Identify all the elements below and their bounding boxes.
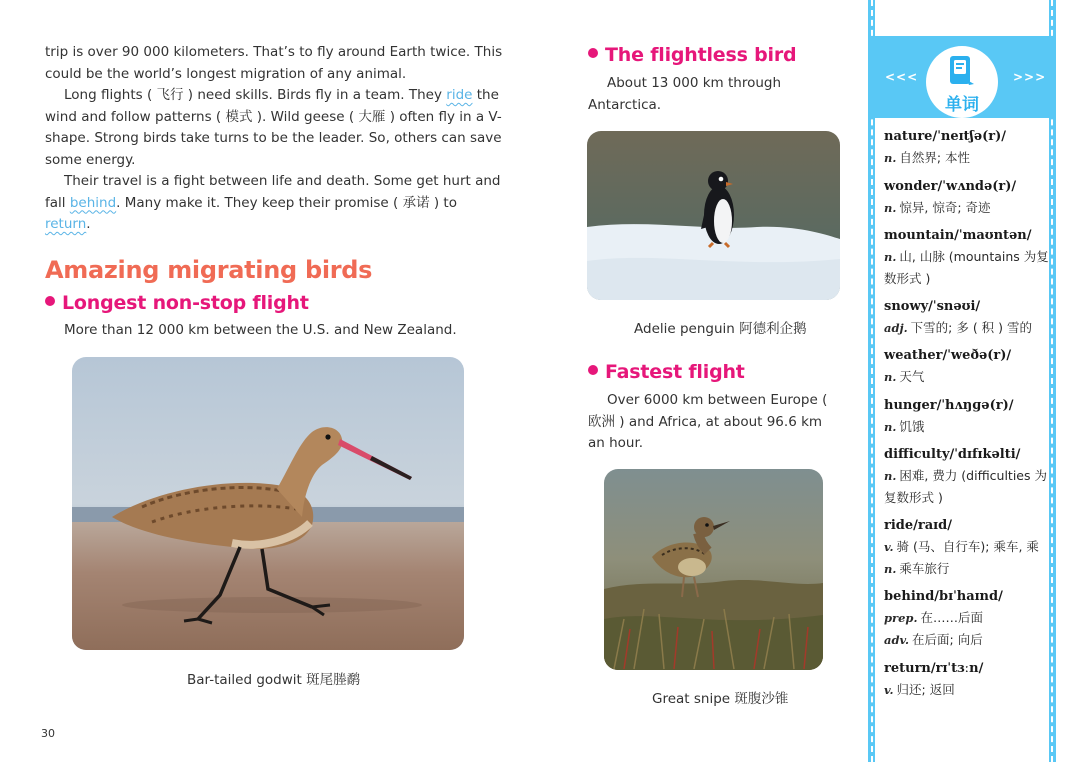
intro-p3-text-b: . Many make it. They keep their promise ( 承诺 ) to: [116, 194, 457, 211]
vocab-word: nature/ˈneɪtʃə(r)/: [884, 129, 1007, 144]
fastest-heading: [588, 361, 745, 383]
definition-text: 饥饿: [899, 418, 925, 434]
vocab-header: [868, 36, 1056, 118]
vocab-word: mountain/ˈmaʊntən/: [884, 228, 1032, 243]
penguin-caption: Adelie penguin 阿德利企鹅: [634, 321, 807, 337]
vocab-entry: [884, 346, 1049, 388]
vocab-definition: [884, 366, 1049, 388]
vocab-badge-label: 单词: [945, 95, 979, 115]
vocab-definition: [884, 416, 1049, 438]
definition-text: 困难, 费力 (difficulties 为复数形式 ): [884, 468, 1047, 505]
intro-text: [45, 42, 505, 236]
definition-text: 在后面; 向后: [912, 632, 983, 647]
intro-p3-text-a: Their travel is a fight between life and death. Some get hurt and fall: [45, 173, 501, 211]
vocab-definition: [884, 197, 1049, 219]
godwit-illustration: [72, 357, 464, 650]
vocab-link-return[interactable]: return: [45, 216, 87, 232]
vocab-entry: [884, 587, 1049, 651]
intro-paragraph-2: [45, 85, 505, 171]
part-of-speech: n.: [884, 561, 897, 576]
vocab-definition: [884, 317, 1049, 339]
vocab-word: weather/ˈweðə(r)/: [884, 348, 1012, 363]
godwit-caption: Bar-tailed godwit 斑尾塍鹬: [187, 672, 361, 688]
snipe-illustration: [604, 469, 823, 670]
fastest-heading-text: Fastest flight: [605, 361, 745, 383]
definition-text: 归还; 返回: [896, 681, 955, 697]
part-of-speech: n.: [884, 419, 897, 434]
vocab-link-ride[interactable]: ride: [446, 87, 473, 103]
part-of-speech: n.: [884, 200, 897, 215]
bullet-icon: [588, 48, 598, 58]
definition-text: 在……后面: [920, 610, 983, 625]
vocab-definition: [884, 607, 1049, 629]
definition-text: 山, 山脉 (mountains 为复数形式 ): [884, 249, 1049, 286]
definition-text: 骑 (马、自行车); 乘车, 乘: [896, 538, 1039, 554]
bullet-icon: [45, 296, 55, 306]
intro-p2-text-a: Long flights ( 飞行 ) need skills. Birds fly in a team. They: [64, 87, 447, 103]
definition-text: 自然界; 本性: [899, 150, 971, 165]
vocab-definition: [884, 536, 1049, 558]
vocab-word: snowy/ˈsnəʊi/: [884, 298, 981, 314]
part-of-speech: n.: [884, 469, 897, 483]
vocab-list: [884, 127, 1049, 708]
vocab-word: hunger/ˈhʌŋɡə(r)/: [884, 397, 1014, 413]
godwit-photo: [72, 357, 464, 650]
part-of-speech: adj.: [884, 320, 908, 335]
vocab-word: ride/raɪd/: [884, 517, 952, 533]
part-of-speech: v.: [884, 682, 894, 697]
vocab-entry: [884, 445, 1049, 508]
longest-description: More than 12 000 km between the U.S. and New Zealand.: [64, 322, 457, 338]
vocab-word: difficulty/ˈdɪfɪkəlti/: [884, 447, 1021, 462]
definition-text: 天气: [899, 369, 925, 384]
vocab-definition: [884, 558, 1049, 580]
flightless-heading: [588, 44, 796, 66]
longest-heading-text: Longest non-stop flight: [62, 292, 309, 314]
vocab-entry: [884, 659, 1049, 701]
snipe-caption: Great snipe 斑腹沙锥: [652, 691, 789, 707]
arrows-left: <<<: [885, 70, 919, 84]
flightless-heading-text: The flightless bird: [605, 44, 797, 66]
fastest-description: Over 6000 km between Europe ( 欧洲 ) and Africa, at about 96.6 km an hour.: [588, 392, 828, 451]
intro-p3-text-c: .: [86, 216, 91, 232]
book-icon: [947, 54, 977, 88]
definition-text: 乘车旅行: [899, 560, 950, 576]
page-number-left: 30: [41, 727, 55, 740]
vocab-definition: [884, 629, 1049, 651]
part-of-speech: adv.: [884, 633, 910, 647]
arrows-right: >>>: [1013, 70, 1047, 84]
part-of-speech: prep.: [884, 611, 918, 625]
vocab-entry: [884, 396, 1049, 438]
vocab-entry: [884, 177, 1049, 219]
snipe-photo: [604, 469, 823, 670]
vocab-link-behind[interactable]: behind: [69, 194, 117, 211]
part-of-speech: n.: [884, 151, 897, 165]
penguin-photo: [587, 131, 840, 300]
vocab-word: return/rɪˈtɜːn/: [884, 660, 984, 676]
vocab-definition: [884, 147, 1049, 169]
definition-text: 下雪的; 多 ( 积 ) 雪的: [910, 319, 1033, 335]
vocab-definition: [884, 465, 1049, 508]
longest-heading: [45, 292, 309, 314]
bullet-icon: [588, 365, 598, 375]
penguin-illustration: [587, 131, 840, 300]
vocab-word: wonder/ˈwʌndə(r)/: [884, 178, 1017, 194]
definition-text: 惊异, 惊奇; 奇迹: [899, 199, 991, 215]
intro-paragraph-1: trip is over 90 000 kilometers. That’s to fly around Earth twice. This could be the world’s longest migration of any animal.: [45, 44, 503, 82]
intro-paragraph-3: [45, 171, 505, 236]
vocab-definition: [884, 679, 1049, 701]
part-of-speech: v.: [884, 539, 894, 554]
part-of-speech: n.: [884, 370, 897, 384]
vocab-badge: [926, 46, 998, 118]
vocab-entry: [884, 226, 1049, 289]
section-title: Amazing migrating birds: [45, 256, 373, 284]
vocab-entry: [884, 516, 1049, 580]
part-of-speech: n.: [884, 250, 897, 264]
vocab-word: behind/bɪˈhaɪnd/: [884, 589, 1003, 604]
vocab-definition: [884, 246, 1049, 289]
vocab-entry: [884, 297, 1049, 339]
intro-p2-text-b: the wind and follow patterns ( 模式 ). Wild geese ( 大雁 ) often fly in a V-shape. Strong birds take turns to be the leader. So, others can save some energy.: [45, 87, 502, 168]
vocab-entry: [884, 127, 1049, 169]
flightless-description: About 13 000 km through Antarctica.: [588, 75, 782, 113]
